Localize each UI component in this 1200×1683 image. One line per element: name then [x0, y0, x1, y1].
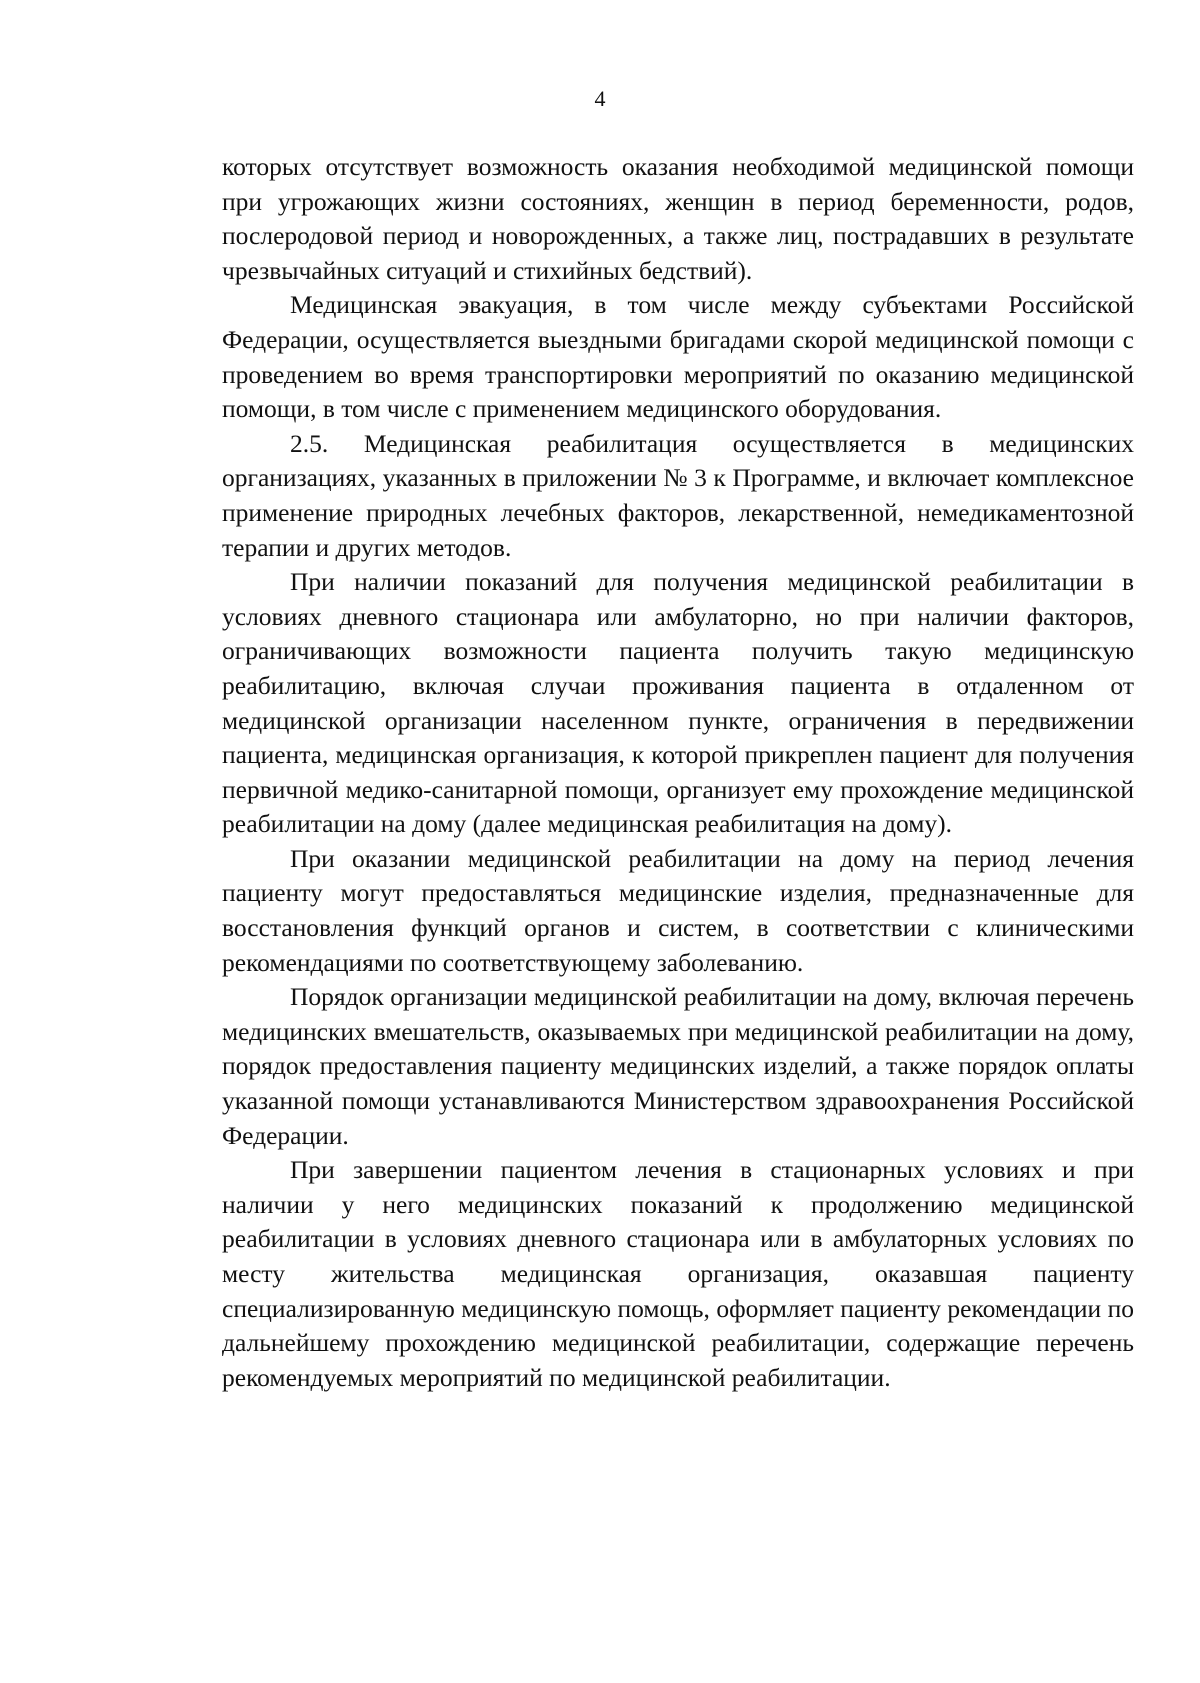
- paragraph-section-2-5: 2.5. Медицинская реабилитация осуществляется в медицинских организациях, указанных в приложении № 3 к Программе, и включает комплексное применение природных лечебных факторов, лекарственной, немедикаментозной терапии и других методов.: [222, 428, 1134, 562]
- paragraph-completion-of-treatment: При завершении пациентом лечения в стационарных условиях и при наличии у него медицинских показаний к продолжению медицинской реабилитации в условиях дневного стационара или в амбулаторных условиях по месту жительства медицинская организация, оказавшая пациенту специализированную медицинскую помощь, оформляет пациенту рекомендации по дальнейшему прохождению медицинской реабилитации, содержащие перечень рекомендуемых мероприятий по медицинской реабилитации.: [222, 1155, 1134, 1392]
- page-number: 4: [594, 86, 606, 111]
- paragraph-medical-devices: При оказании медицинской реабилитации на дому на период лечения пациенту могут предоставляться медицинские изделия, предназначенные для восстановления функций органов и систем, в соответствии с клиническими рекомендациями по соответствующему заболеванию.: [222, 843, 1134, 977]
- paragraph-home-rehabilitation: При наличии показаний для получения медицинской реабилитации в условиях дневного стационара или амбулаторно, но при наличии факторов, ограничивающих возможности пациента получить такую медицинскую реабилитацию, включая случаи проживания пациента в отдаленном от медицинской организации населенном пункте, ограничения в передвижении пациента, медицинская организация, к которой прикреплен пациент для получения первичной медико-санитарной помощи, организует ему прохождение медицинской реабилитации на дому (далее медицинская реабилитация на дому).: [222, 567, 1134, 839]
- paragraph-procedure: Порядок организации медицинской реабилитации на дому, включая перечень медицинских вмешательств, оказываемых при медицинской реабилитации на дому, порядок предоставления пациенту медицинских изделий, а также порядок оплаты указанной помощи устанавливаются Министерством здравоохранения Российской Федерации.: [222, 982, 1134, 1150]
- paragraph-medical-evacuation: Медицинская эвакуация, в том числе между субъектами Российской Федерации, осуществляется выездными бригадами скорой медицинской помощи с проведением во время транспортировки мероприятий по оказанию медицинской помощи, в том числе с применением медицинского оборудования.: [222, 290, 1134, 424]
- paragraph-continuation: которых отсутствует возможность оказания необходимой медицинской помощи при угрожающих жизни состояниях, женщин в период беременности, родов, послеродовой период и новорожденных, а также лиц, пострадавших в результате чрезвычайных ситуаций и стихийных бедствий).: [222, 152, 1134, 285]
- document-body: [222, 150, 1134, 1395]
